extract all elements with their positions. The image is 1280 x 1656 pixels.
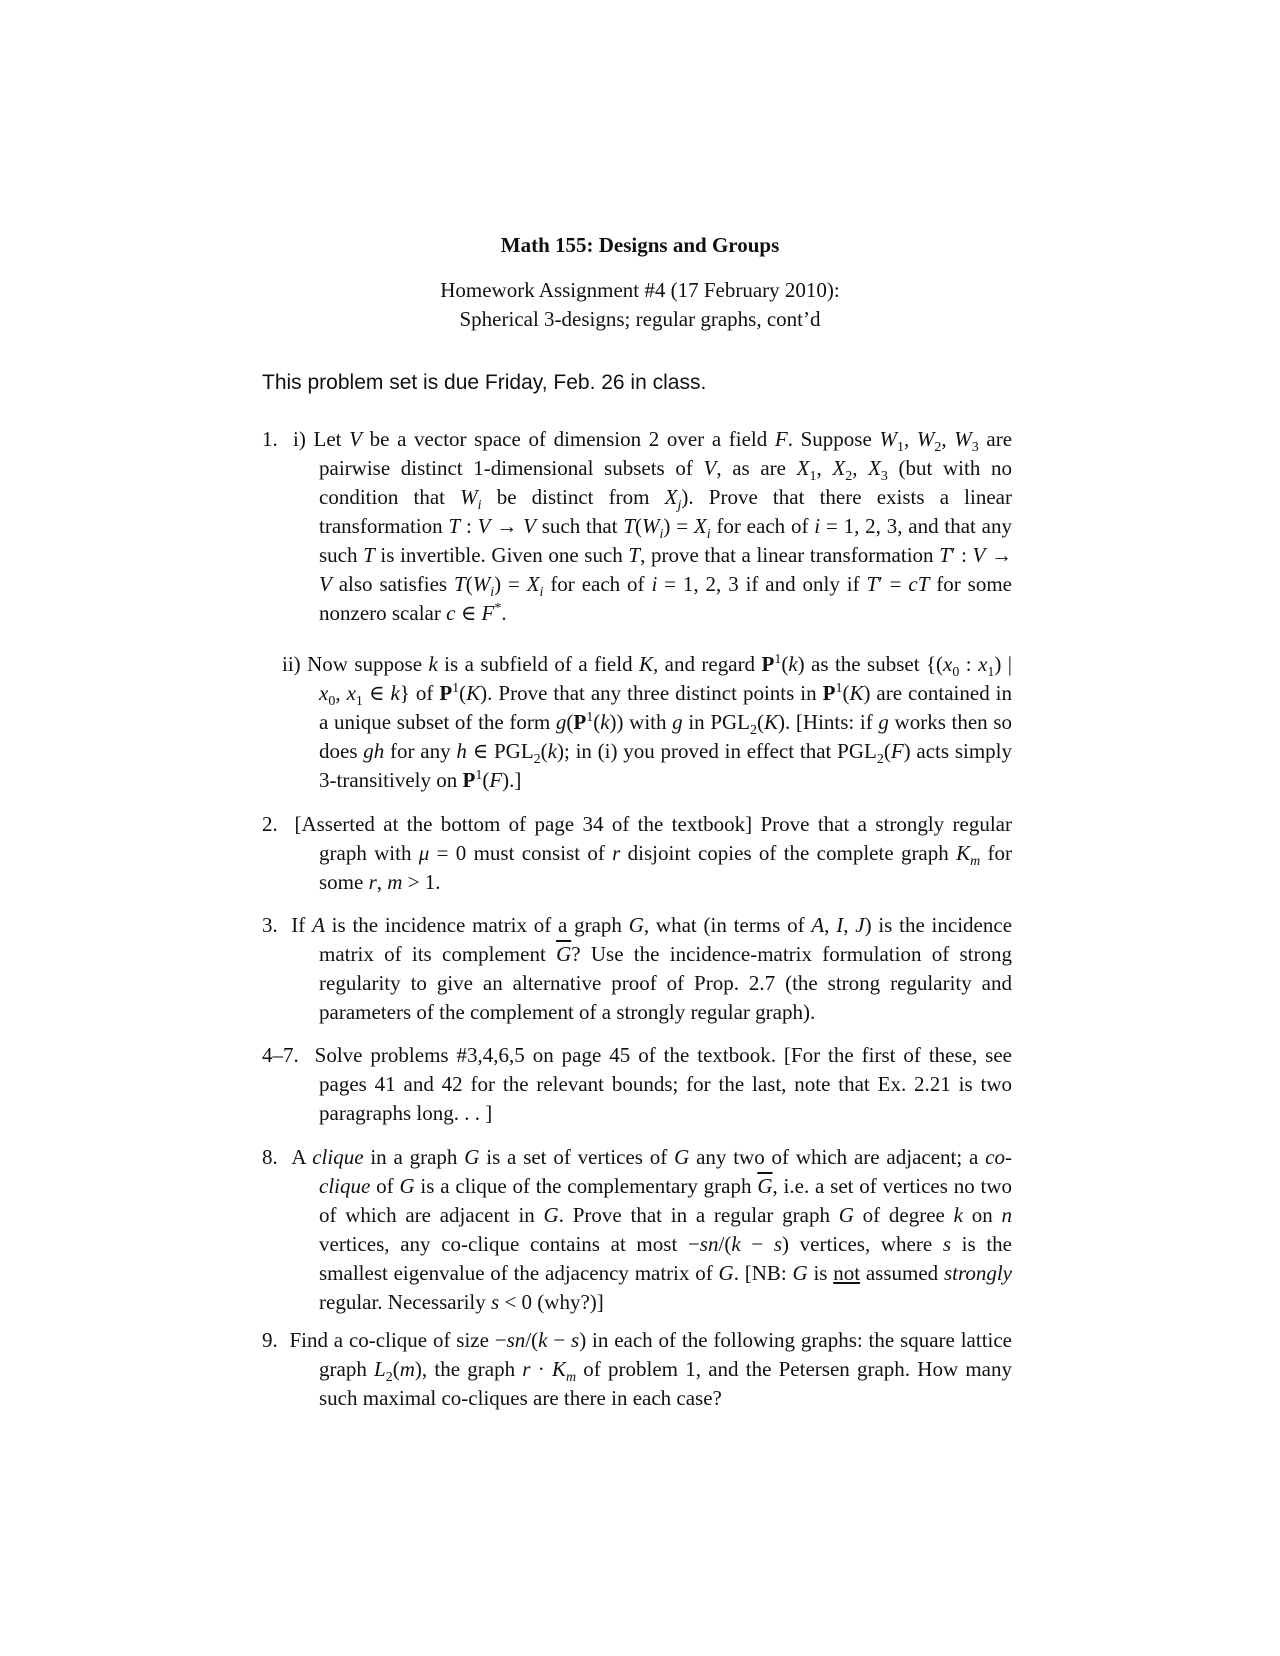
problem-1-number: 1. [262, 427, 278, 451]
problem-8-number: 8. [262, 1145, 278, 1169]
problem-9 [262, 1326, 1012, 1413]
problem-3-text: 3. If A is the incidence matrix of a graph G, what (in terms of A, I, J) is the incidence matrix of its complement $\overline{G}$? Use the incidence-matrix formulation of strong regularity to give an alternative proof of Prop. 2.7 (the strong regularity and parameters of the complement of a strongly regular graph). [262, 913, 1013, 1024]
problems-4-7-text: 4–7. Solve problems #3,4,6,5 on page 45 of the textbook. [For the first of these, see pages 41 and 42 for the relevant bounds; for the last, note that Ex. 2.21 is two paragraphs long. . . ] [262, 1043, 1012, 1125]
problem-1-ii-text: ii) Now suppose k is a subfield of a field K, and regard $P^1(k)$ as the subset {($x_0$ : $x_1$) | $x_0$, $x_1$ ∈ k} of $P^1(K)$. Prove that any three distinct points in $P^1(K)$ are contained in a unique subset of the form $g(P^1(k))$ with g in $PGL_2(K)$. [Hints: if g works then so does gh for any h ∈ $PGL_2(k)$; in (i) you proved in effect that $PGL_2(F)$ acts simply 3-transitively on $P^1(F)$.] [282, 652, 1013, 792]
problem-1-part-i [262, 425, 1012, 628]
subtitle-line-2: Spherical 3-designs; regular graphs, cont’d [459, 307, 821, 331]
assignment-subtitle [0, 276, 1280, 334]
problem-1-part-ii [282, 650, 1012, 795]
problem-9-number: 9. [262, 1328, 278, 1352]
problem-2-number: 2. [262, 812, 278, 836]
problem-1-i-text: 1. i) Let V be a vector space of dimension 2 over a field F. Suppose $W_1$, $W_2$, $W_3$ are pairwise distinct 1-dimensional subsets of V, as are $X_1$, $X_2$, $X_3$ (but with no condition that $W_i$ be distinct from $X_j$). Prove that there exists a linear transformation T : V → V such that $T(W_i) = X_i$ for each of i = 1, 2, 3, and that any such T is invertible. Given one such T, prove that a linear transformation T′ : V → V also satisfies $T(W_i) = X_i$ for each of i = 1, 2, 3 if and only if T′ = cT for some nonzero scalar c ∈ F*. [262, 427, 1013, 625]
problem-3-number: 3. [262, 913, 278, 937]
problem-8-text: 8. A clique in a graph G is a set of vertices of G any two of which are adjacent; a co-clique of G is a clique of the complementary graph $\overline{G}$, i.e. a set of vertices no two of which are adjacent in G. Prove that in a regular graph G of degree k on n vertices, any co-clique contains at most −sn/(k − s) vertices, where s is the smallest eigenvalue of the adjacency matrix of G. [NB: G is not assumed strongly regular. Necessarily s < 0 (why?)] [262, 1145, 1013, 1314]
problem-1-part-i-label: i) [293, 427, 306, 451]
problem-9-text: 9. Find a co-clique of size −sn/(k − s) in each of the following graphs: the square lattice graph $L_2(m)$, the graph $r \cdot K_m$ of problem 1, and the Petersen graph. How many such maximal co-cliques are there in each case? [262, 1328, 1013, 1410]
subtitle-line-1: Homework Assignment #4 (17 February 2010): [440, 278, 840, 302]
problems-4-7-number: 4–7. [262, 1043, 299, 1067]
problem-3 [262, 911, 1012, 1027]
problem-8 [262, 1143, 1012, 1317]
problem-2 [262, 810, 1012, 897]
page-title: Math 155: Designs and Groups [500, 233, 780, 257]
due-date-note: This problem set is due Friday, Feb. 26 in class. [262, 371, 707, 394]
problem-2-text: 2. [Asserted at the bottom of page 34 of the textbook] Prove that a strongly regular graph with μ = 0 must consist of r disjoint copies of the complete graph $K_m$ for some r, m > 1. [262, 812, 1012, 894]
problem-1-part-ii-label: ii) [282, 652, 301, 676]
problems-4-7 [262, 1041, 1012, 1128]
